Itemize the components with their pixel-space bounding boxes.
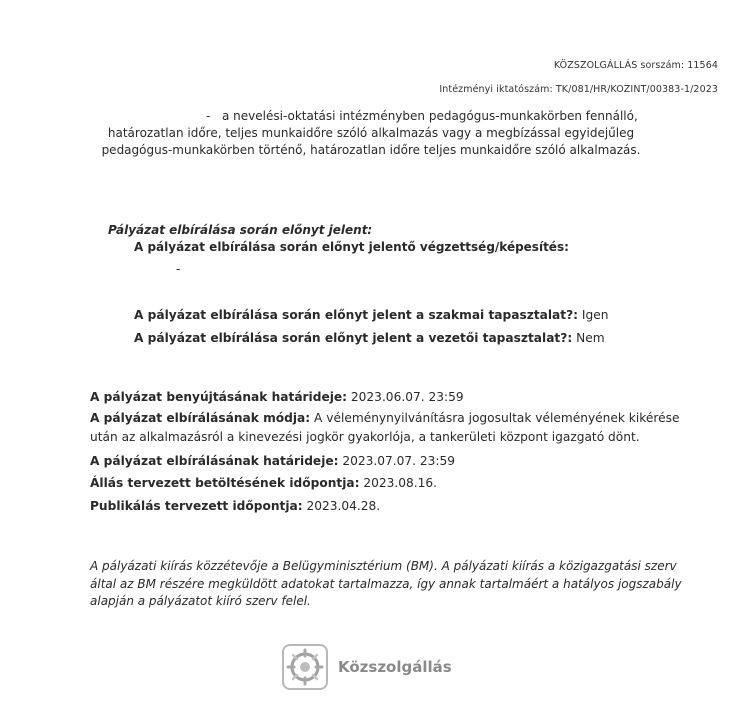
serial-label: KÖZSZOLGÁLLÁS sorszám: (553, 60, 685, 71)
serial-value: 11564 (687, 60, 718, 71)
requirement-block (0, 108, 742, 158)
requirement-line-1: a nevelési-oktatási intézményben pedagógus-munkakörben fennálló, (222, 109, 638, 123)
start-value: 2023.08.16. (363, 476, 438, 490)
experience-row (134, 308, 608, 322)
method-row (90, 411, 679, 425)
kozszolgallas-logo (280, 642, 452, 692)
disclaimer-line-2: által az BM részére megküldött adatokat tartalmazza, így annak tartalmáért a hatályos jogszabály (90, 576, 682, 591)
requirement-line-3: pedagógus-munkakörben történő, határozatlan időre teljes munkaidőre szóló alkalmazás. (101, 142, 641, 157)
leadership-row (134, 331, 605, 345)
disclaimer (90, 558, 682, 611)
kozszolgallas-logo-icon (280, 642, 330, 692)
leadership-label: A pályázat elbírálása során előnyt jelent a vezetői tapasztalat?: (134, 331, 573, 345)
decision-row (90, 454, 455, 468)
deadline-row (90, 390, 464, 404)
reference-value: TK/081/HR/KOZINT/00383-1/2023 (555, 84, 718, 95)
kozszolgallas-logo-text: Közszolgállás (338, 658, 452, 676)
start-row (90, 476, 437, 490)
publish-row (90, 499, 380, 513)
disclaimer-line-1: A pályázati kiírás közzétevője a Belügyminisztérium (BM). A pályázati kiírás a közigazgatási szerv (90, 559, 677, 573)
disclaimer-line-3: alapján a pályázatot kiíró szerv felel. (90, 594, 311, 608)
qualification-label: A pályázat elbírálása során előnyt jelentő végzettség/képesítés: (134, 240, 569, 254)
method-value-1: A véleménynyilvánításra jogosultak véleményének kikérése (314, 411, 680, 425)
advantage-heading: Pályázat elbírálása során előnyt jelent: (108, 223, 373, 237)
deadline-value: 2023.06.07. 23:59 (350, 390, 464, 404)
experience-label: A pályázat elbírálása során előnyt jelent a szakmai tapasztalat?: (134, 308, 579, 322)
qualification-value: - (176, 262, 181, 276)
reference-label: Intézményi iktatószám: (439, 84, 553, 95)
method-value-2: után az alkalmazásról a kinevezési jogkör gyakorlója, a tankerületi központ igazgató dönt. (90, 430, 640, 444)
serial-number-line (554, 60, 718, 71)
leadership-value: Nem (576, 331, 605, 345)
publish-label: Publikálás tervezett időpontja: (90, 499, 303, 513)
start-label: Állás tervezett betöltésének időpontja: (90, 476, 360, 490)
requirement-line-2: határozatlan időre, teljes munkaidőre szóló alkalmazás vagy a megbízással egyidejűleg (107, 126, 635, 140)
requirement-dash: - (206, 109, 211, 123)
experience-value: Igen (581, 308, 609, 322)
decision-label: A pályázat elbírálásának határideje: (90, 454, 339, 468)
decision-value: 2023.07.07. 23:59 (342, 454, 456, 468)
method-label: A pályázat elbírálásának módja: (90, 411, 311, 425)
deadline-label: A pályázat benyújtásának határideje: (90, 390, 348, 404)
publish-value: 2023.04.28. (306, 499, 381, 513)
reference-number-line (439, 84, 718, 95)
